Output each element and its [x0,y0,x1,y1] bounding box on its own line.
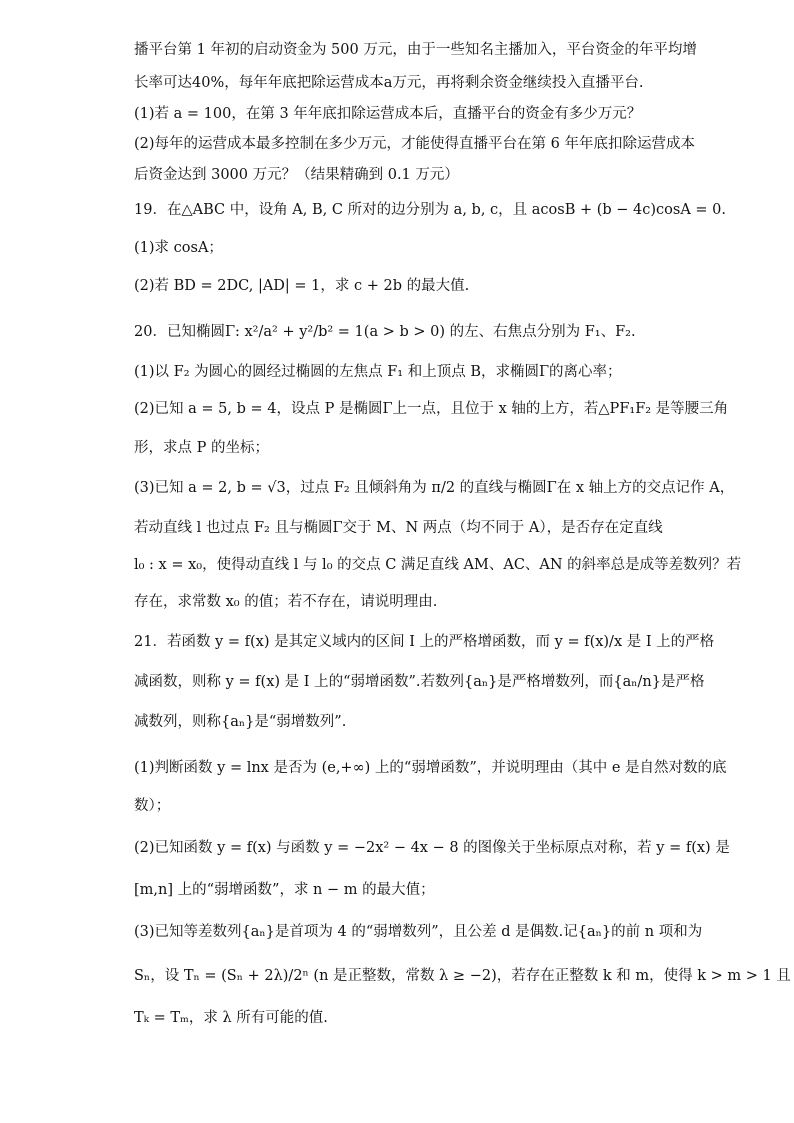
text-line-4: (2)每年的运营成本最多控制在多少万元，才能使得直播平台在第 6 年年底扣除运营成本 [134,136,695,152]
text-line-25: Sₙ，设 Tₙ = (Sₙ + 2λ)/2ⁿ (n 是正整数，常数 λ ≥ −2)，若存在正整数 k 和 m，使得 k > m > 1 且 [134,968,791,984]
text-line-23: [m,n] 上的“弱增函数”，求 n − m 的最大值； [134,882,435,898]
text-line-9: 20．已知椭圆Γ: x²/a² + y²/b² = 1(a > b > 0) 的左、右焦点分别为 F₁、F₂. [134,324,636,340]
text-line-5: 后资金达到 3000 万元？（结果精确到 0.1 万元） [134,167,459,183]
text-line-1: 播平台第 1 年初的启动资金为 500 万元，由于一些知名主播加入，平台资金的年平均增 [134,42,697,58]
text-line-13: (3)已知 a = 2, b = √3，过点 F₂ 且倾斜角为 π/2 的直线与椭圆Γ在 x 轴上方的交点记作 A， [134,480,735,496]
text-line-18: 减函数，则称 y = f(x) 是 I 上的“弱增函数”.若数列{aₙ}是严格增数列，而{aₙ/n}是严格 [134,674,705,690]
text-line-15: l₀ : x = x₀，使得动直线 l 与 l₀ 的交点 C 满足直线 AM、AC、AN 的斜率总是成等差数列？若 [134,557,742,573]
text-line-21: 数）； [134,798,171,814]
text-line-11: (2)已知 a = 5, b = 4，设点 P 是椭圆Γ上一点，且位于 x 轴的上方，若△PF₁F₂ 是等腰三角 [134,401,729,417]
text-line-22: (2)已知函数 y = f(x) 与函数 y = −2x² − 4x − 8 的图像关于坐标原点对称，若 y = f(x) 是 [134,840,730,856]
text-line-8: (2)若 BD = 2DC, |AD| = 1，求 c + 2b 的最大值. [134,278,470,294]
text-line-20: (1)判断函数 y = lnx 是否为 (e,+∞) 上的“弱增函数”，并说明理由（其中 e 是自然对数的底 [134,760,727,776]
text-line-16: 存在，求常数 x₀ 的值；若不存在，请说明理由. [134,594,438,610]
text-line-14: 若动直线 l 也过点 F₂ 且与椭圆Γ交于 M、N 两点（均不同于 A），是否存在定直线 [134,520,663,536]
text-line-2: 长率可达40%，每年年底把除运营成本a万元，再将剩余资金继续投入直播平台. [134,75,644,91]
text-line-26: Tₖ = Tₘ，求 λ 所有可能的值. [134,1010,328,1026]
text-line-17: 21．若函数 y = f(x) 是其定义域内的区间 I 上的严格增函数，而 y = f(x)/x 是 I 上的严格 [134,634,715,650]
text-line-7: (1)求 cosA； [134,240,223,256]
text-line-3: (1)若 a = 100，在第 3 年年底扣除运营成本后，直播平台的资金有多少万元？ [134,106,642,122]
text-line-24: (3)已知等差数列{aₙ}是首项为 4 的“弱增数列”，且公差 d 是偶数.记{aₙ}的前 n 项和为 [134,924,703,940]
text-line-6: 19．在△ABC 中，设角 A, B, C 所对的边分别为 a, b, c，且 acosB + (b − 4c)cosA = 0. [134,202,727,218]
text-line-19: 减数列，则称{aₙ}是“弱增数列”. [134,714,347,730]
text-line-10: (1)以 F₂ 为圆心的圆经过椭圆的左焦点 F₁ 和上顶点 B，求椭圆Γ的离心率； [134,364,622,380]
text-line-12: 形，求点 P 的坐标； [134,440,269,456]
